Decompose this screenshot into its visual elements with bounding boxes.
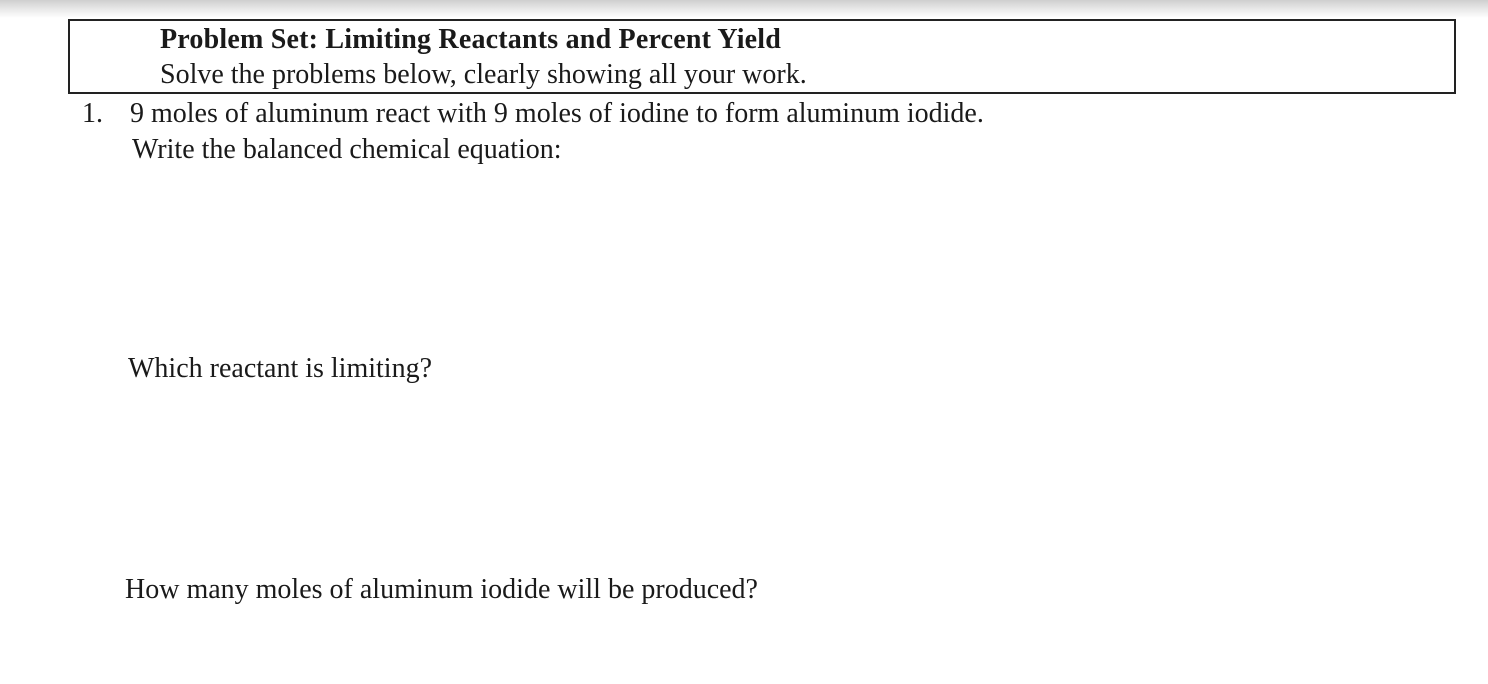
problem-set-header-box xyxy=(68,19,1456,94)
question-part-moles-produced: How many moles of aluminum iodide will be produced? xyxy=(125,574,758,605)
question-text: 9 moles of aluminum react with 9 moles of iodine to form aluminum iodide. xyxy=(130,98,984,129)
instructions-text: Solve the problems below, clearly showing all your work. xyxy=(160,59,807,90)
scan-top-shadow xyxy=(0,0,1488,18)
page-title: Problem Set: Limiting Reactants and Percent Yield xyxy=(160,24,782,55)
question-part-limiting-reactant: Which reactant is limiting? xyxy=(128,353,433,384)
question-number: 1. xyxy=(82,98,103,129)
question-part-equation: Write the balanced chemical equation: xyxy=(132,134,562,165)
